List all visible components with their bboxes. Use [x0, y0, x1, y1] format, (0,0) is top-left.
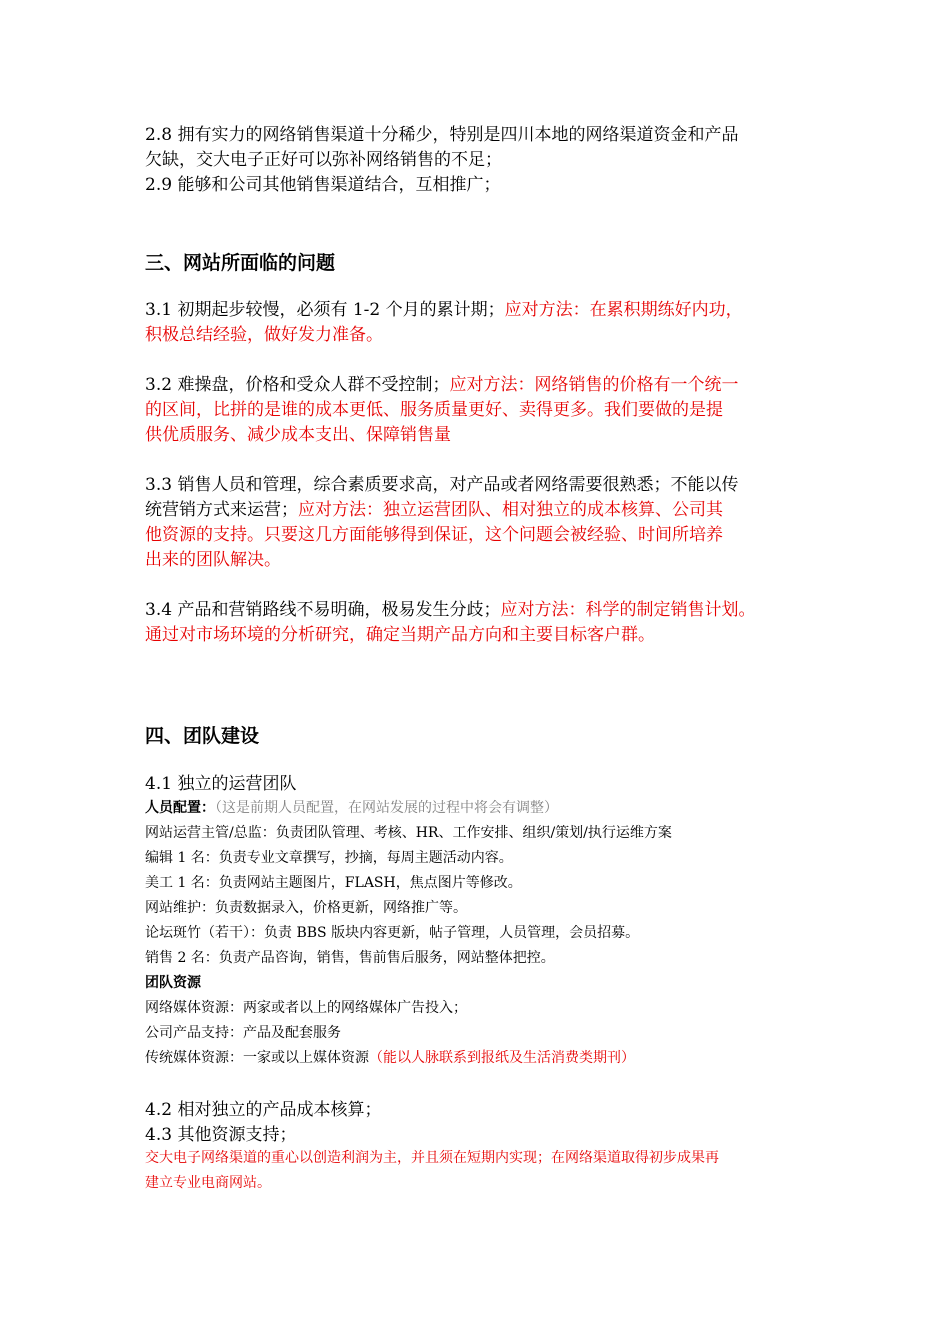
resource-3-text: 传统媒体资源：一家或以上媒体资源: [145, 1050, 369, 1066]
paragraph-4-3-text: 4.3 其他资源支持；: [145, 1125, 297, 1145]
paragraph-3-3-line1: 3.3 销售人员和管理，综合素质要求高，对产品或者网络需要很熟悉；不能以传: [145, 475, 739, 495]
paragraph-3-3-line2: [145, 498, 825, 523]
paragraph-3-1-solution-line2: 积极总结经验，做好发力准备。: [145, 325, 383, 345]
resource-3-note: （能以人脉联系到报纸及生活消费类期刊）: [369, 1050, 635, 1066]
paragraph-3-3: [145, 473, 825, 573]
paragraph-4-3-note-line2: 建立专业电商网站。: [145, 1175, 271, 1191]
paragraph-3-1-solution: 应对方法：在累积期练好内功，: [504, 300, 743, 320]
paragraph-3-2: [145, 373, 825, 448]
paragraph-4-1: [145, 772, 825, 797]
section-4-heading: 四、团队建设: [145, 725, 260, 747]
paragraph-4-3-note-line1: 交大电子网络渠道的重心以创造利润为主，并且须在短期内实现；在网络渠道取得初步成果再: [145, 1150, 719, 1166]
team-resources-label: 团队资源: [145, 975, 201, 991]
paragraph-3-2-solution-line3: 供优质服务、减少成本支出、保障销售量: [145, 425, 451, 445]
paragraph-4-1-text: 4.1 独立的运营团队: [145, 774, 297, 794]
resource-item: 网络媒体资源：两家或者以上的网络媒体广告投入；: [145, 1000, 467, 1016]
paragraph-2-8-line2: 欠缺，交大电子正好可以弥补网络销售的不足；: [145, 150, 502, 170]
staff-config-label: 人员配置：: [145, 800, 215, 816]
paragraph-4-2: [145, 1098, 825, 1123]
paragraph-3-2-solution: 应对方法：网络销售的价格有一个统一: [449, 375, 739, 395]
paragraph-2-9: [145, 173, 825, 198]
paragraph-2-8-line1: 2.8 拥有实力的网络销售渠道十分稀少，特别是四川本地的网络渠道资金和产品: [145, 125, 739, 145]
paragraph-3-3-text: 统营销方式来运营；: [145, 500, 298, 520]
paragraph-3-3-solution-line3: 他资源的支持。只要这几方面能够得到保证，这个问题会被经验、时间所培养: [145, 525, 723, 545]
section-3-heading: 三、网站所面临的问题: [145, 252, 336, 274]
paragraph-4-3: [145, 1123, 825, 1148]
paragraph-3-4-text: 3.4 产品和营销路线不易明确，极易发生分歧；: [145, 600, 501, 620]
paragraph-3-4-line1: [145, 598, 825, 623]
paragraph-3-1-line1: [145, 298, 825, 323]
staff-item: 网站运营主管/总监：负责团队管理、考核、HR、工作安排、组织/策划/执行运维方案: [145, 825, 672, 841]
resource-item: 公司产品支持：产品及配套服务: [145, 1025, 341, 1041]
paragraph-3-2-line1: [145, 373, 825, 398]
paragraph-3-3-solution-line4: 出来的团队解决。: [145, 550, 281, 570]
staff-item: 网站维护：负责数据录入，价格更新，网络推广等。: [145, 900, 467, 916]
paragraph-3-3-solution: 应对方法：独立运营团队、相对独立的成本核算、公司其: [298, 500, 723, 520]
staff-item: 论坛斑竹（若干）：负责 BBS 版块内容更新，帖子管理，人员管理，会员招募。: [145, 925, 640, 941]
paragraph-3-2-text: 3.2 难操盘，价格和受众人群不受控制；: [145, 375, 450, 395]
staff-item: 销售 2 名：负责产品咨询，销售，售前售后服务，网站整体把控。: [145, 950, 555, 966]
staff-item: 美工 1 名：负责网站主题图片，FLASH，焦点图片等修改。: [145, 875, 522, 891]
paragraph-3-1-text: 3.1 初期起步较慢，必须有 1-2 个月的累计期；: [145, 300, 505, 320]
staff-config-line: [145, 798, 825, 818]
staff-config-note: （这是前期人员配置，在网站发展的过程中将会有调整）: [215, 800, 558, 816]
staff-item: 编辑 1 名：负责专业文章撰写，抄摘，每周主题活动内容。: [145, 850, 513, 866]
paragraph-4-2-text: 4.2 相对独立的产品成本核算；: [145, 1100, 382, 1120]
paragraph-3-4: [145, 598, 825, 648]
paragraph-3-1: [145, 298, 825, 348]
paragraph-3-2-solution-line2: 的区间，比拼的是谁的成本更低、服务质量更好、卖得更多。我们要做的是提: [145, 400, 723, 420]
paragraph-3-4-solution-line2: 通过对市场环境的分析研究，确定当期产品方向和主要目标客户群。: [145, 625, 655, 645]
resource-item: [145, 1048, 825, 1068]
paragraph-2-8: [145, 123, 825, 173]
paragraph-3-4-solution: 应对方法：科学的制定销售计划。: [500, 600, 756, 620]
paragraph-2-9-text: 2.9 能够和公司其他销售渠道结合，互相推广；: [145, 175, 501, 195]
